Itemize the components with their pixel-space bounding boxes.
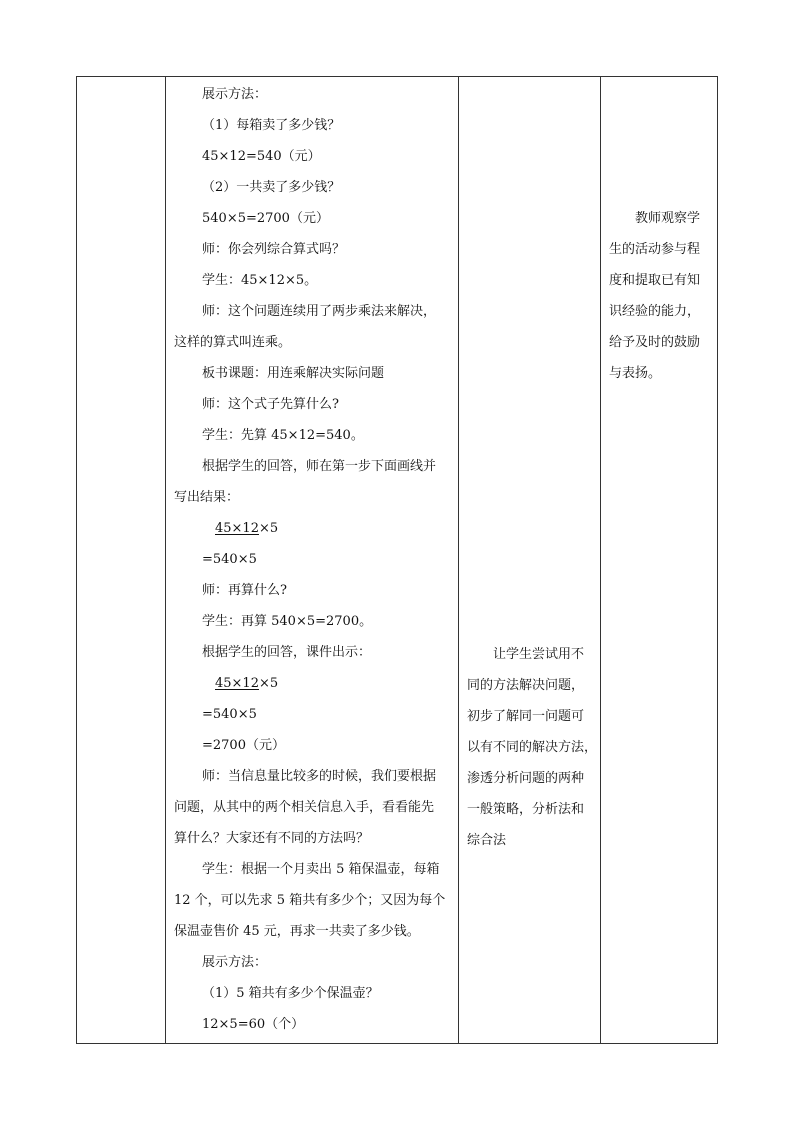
text-line: 师：这个式子先算什么? — [202, 397, 339, 412]
text-line: 教师观察学 — [635, 211, 701, 226]
underlined-step: 45×12 — [215, 521, 259, 536]
text-line: 学生：再算 540×5=2700。 — [202, 614, 373, 629]
text-line: 与表扬。 — [609, 366, 662, 381]
text-line: 写出结果： — [174, 490, 240, 505]
text-line: 学生：先算 45×12=540。 — [202, 428, 364, 443]
text-line: （1）每箱卖了多少钱？ — [202, 118, 341, 133]
text-line: 综合法 — [467, 833, 507, 848]
text-line: 以有不同的解决方法， — [467, 740, 598, 755]
text-line: 师：这个问题连续用了两步乘法来解决， — [202, 304, 437, 319]
text-line: 生的活动参与程 — [609, 242, 701, 257]
text-line: 同的方法解决问题， — [467, 678, 585, 693]
underlined-step: 45×12 — [215, 676, 259, 691]
text-line: 保温壶售价 45 元，再求一共卖了多少钱。 — [174, 924, 420, 939]
text-line: 根据学生的回答，师在第一步下面画线并 — [202, 459, 437, 474]
text-line: =540×5 — [202, 707, 257, 722]
text-line: 师：你会列综合算式吗？ — [202, 242, 346, 257]
text-line: 学生：45×12×5。 — [202, 273, 318, 288]
text-line: 展示方法： — [202, 955, 268, 970]
text-line: 识经验的能力， — [609, 304, 701, 319]
text-line: 12 个，可以先求 5 箱共有多少个；又因为每个 — [174, 893, 446, 908]
text-line: 12×5=60（个） — [202, 1017, 305, 1032]
text-line: （2）一共卖了多少钱？ — [202, 180, 341, 195]
text-line: 算什么？大家还有不同的方法吗？ — [174, 831, 370, 846]
text-line: 师：当信息量比较多的时候，我们要根据 — [202, 769, 437, 784]
text-line: 板书课题：用连乘解决实际问题 — [202, 366, 385, 381]
formula-line: 45×12×5 — [215, 521, 279, 536]
column-stage — [77, 77, 166, 1043]
text-line: 540×5=2700（元） — [202, 211, 329, 226]
text-line: 渗透分析问题的两种 — [467, 771, 585, 786]
text-line: 师：再算什么? — [202, 583, 287, 598]
column-teaching-process — [166, 77, 459, 1043]
column-design-intent — [459, 77, 601, 1043]
text-line: 初步了解同一问题可 — [467, 709, 585, 724]
lesson-table — [76, 76, 718, 1044]
text-line: 45×12=540（元） — [202, 149, 321, 164]
text-line: 这样的算式叫连乘。 — [174, 335, 292, 350]
text-line: 根据学生的回答，课件出示： — [202, 645, 372, 660]
text-line: 展示方法： — [202, 87, 268, 102]
text-line: 学生：根据一个月卖出 5 箱保温壶，每箱 — [202, 862, 440, 877]
formula-line: 45×12×5 — [215, 676, 279, 691]
column-evaluation — [601, 77, 717, 1043]
text-line: =540×5 — [202, 552, 257, 567]
text-line: 度和提取已有知 — [609, 273, 701, 288]
text-line: （1）5 箱共有多少个保温壶？ — [202, 986, 379, 1001]
text-line: 问题，从其中的两个相关信息入手，看看能先 — [174, 800, 435, 815]
text-line: =2700（元） — [202, 738, 285, 753]
text-line: 一般策略，分析法和 — [467, 802, 585, 817]
text-line: 让学生尝试用不 — [493, 647, 585, 662]
text-line: 给予及时的鼓励 — [609, 335, 701, 350]
